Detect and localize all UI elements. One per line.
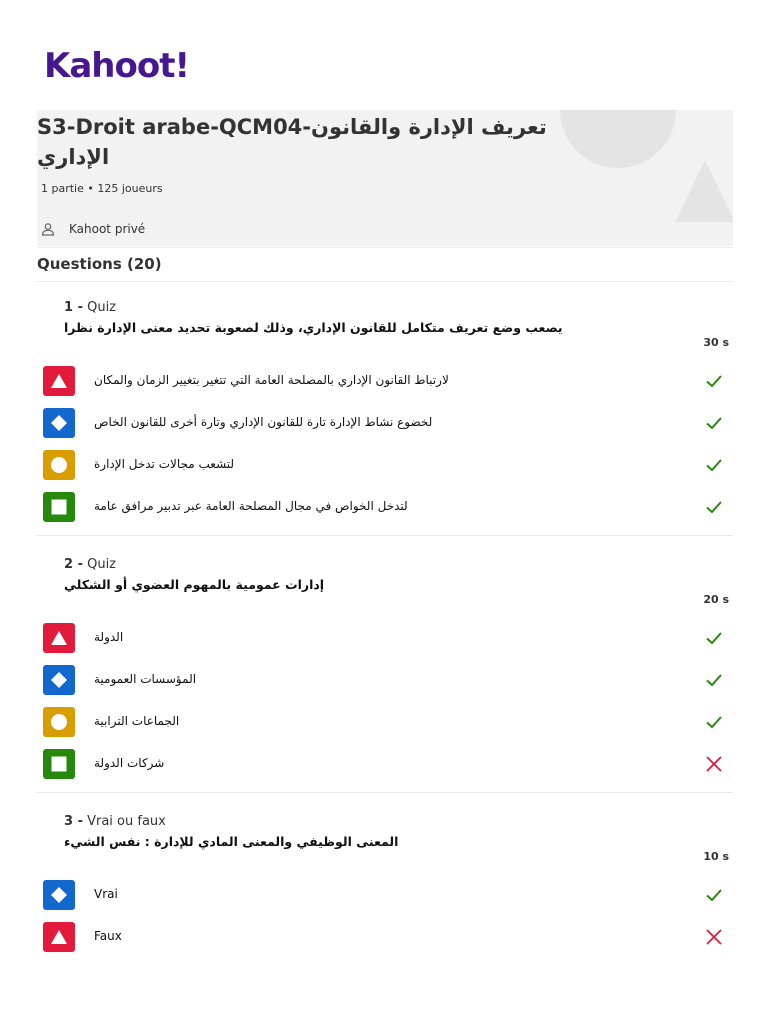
divider [37,792,733,793]
user-icon [41,222,55,236]
answer-text: شركات الدولة [94,756,165,770]
answer-shape-badge [43,366,75,396]
divider [37,535,733,536]
diamond-icon [50,671,68,689]
answer-shape-badge [43,408,75,438]
triangle-icon [50,629,68,647]
checkmark-icon [705,456,723,474]
answer-row [43,366,733,396]
square-icon [50,755,68,773]
question-time-limit: 20 s [703,593,729,606]
kahoot-logo: Kahoot! [44,46,189,86]
checkmark-icon [705,414,723,432]
answer-text: الجماعات الترابية [94,714,180,728]
checkmark-icon [705,671,723,689]
question-number: 2 - [64,557,83,572]
question-number: 1 - [64,300,83,315]
question-type [64,557,116,572]
answer-text: لارتباط القانون الإداري بالمصلحة العامة التي تتغير بتغيير الزمان والمكان [94,373,449,387]
answer-text: لتدخل الخواص في مجال المصلحة العامة عبر تدبير مرافق عامة [94,499,408,513]
question-type-label: Quiz [82,557,117,572]
question-type [64,300,116,315]
answer-row [43,749,733,779]
answer-shape-badge [43,880,75,910]
question-block [37,814,733,964]
triangle-icon [50,372,68,390]
decorative-circle [560,110,676,168]
cross-icon [705,928,723,946]
question-time-limit: 30 s [703,336,729,349]
answer-row [43,450,733,480]
divider [37,281,733,282]
diamond-icon [50,886,68,904]
answer-row [43,880,733,910]
checkmark-icon [705,629,723,647]
answer-row [43,665,733,695]
question-block [37,557,733,791]
divider [37,247,733,248]
answer-row [43,922,733,952]
checkmark-icon [705,713,723,731]
answer-text: لتشعب مجالات تدخل الإدارة [94,457,235,471]
checkmark-icon [705,886,723,904]
answer-row [43,623,733,653]
cross-icon [705,755,723,773]
kahoot-stats: 1 partie • 125 joueurs [41,182,163,195]
kahoot-title: S3-Droit arabe-QCM04-تعريف الإدارة والقانون الإداري [37,115,547,169]
visibility-label: Kahoot privé [69,222,146,236]
question-block [37,300,733,534]
decorative-triangle [675,160,733,222]
question-number: 3 - [64,814,83,829]
question-type-label: Quiz [82,300,117,315]
question-text: إدارات عمومية بالمهوم العضوي أو الشكلي [64,577,325,592]
answer-text: Faux [94,929,122,943]
question-type [64,814,166,829]
question-text: يصعب وضع تعريف متكامل للقانون الإداري، وذلك لصعوبة تحديد معنى الإدارة نظرا [64,320,563,335]
checkmark-icon [705,372,723,390]
answer-text: لخضوع نشاط الإدارة تارة للقانون الإداري وتارة أخرى للقانون الخاص [94,415,433,429]
answer-shape-badge [43,492,75,522]
diamond-icon [50,414,68,432]
answer-shape-badge [43,749,75,779]
questions-heading: Questions (20) [37,255,162,273]
answer-shape-badge [43,665,75,695]
circle-icon [50,456,68,474]
answer-text: الدولة [94,630,124,644]
question-text: المعنى الوظيفي والمعنى المادي للإدارة : نفس الشيء [64,834,399,849]
answer-shape-badge [43,623,75,653]
circle-icon [50,713,68,731]
answer-shape-badge [43,707,75,737]
answer-shape-badge [43,922,75,952]
answer-text: المؤسسات العمومية [94,672,197,686]
answer-row [43,707,733,737]
answer-text: Vrai [94,887,118,901]
answer-row [43,408,733,438]
checkmark-icon [705,498,723,516]
kahoot-visibility [41,222,145,236]
square-icon [50,498,68,516]
answer-row [43,492,733,522]
triangle-icon [50,928,68,946]
question-type-label: Vrai ou faux [82,814,166,829]
question-time-limit: 10 s [703,850,729,863]
answer-shape-badge [43,450,75,480]
